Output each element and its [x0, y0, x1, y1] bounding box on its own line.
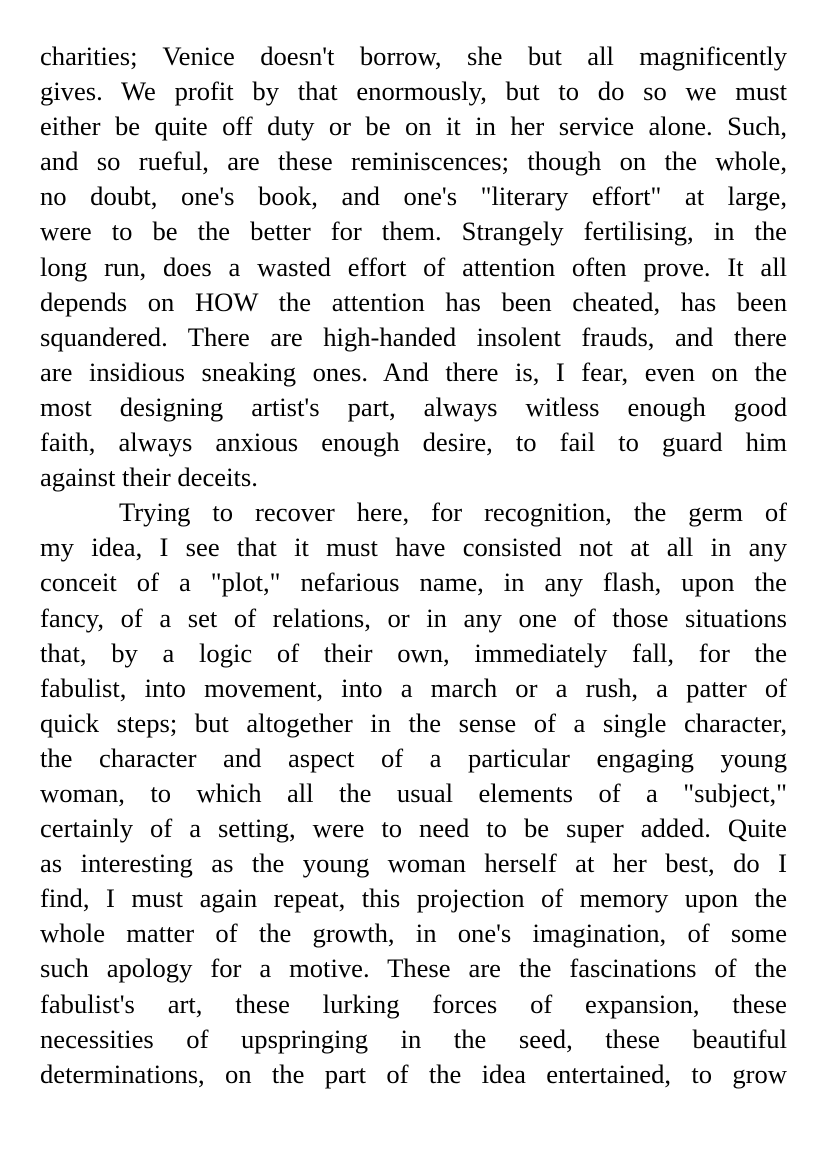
text-line: most designing artist's part, always witless enough good	[40, 391, 787, 422]
text-line: depends on HOW the attention has been cheated, has been	[40, 286, 787, 317]
text-line: squandered. There are high-handed insolent frauds, and there	[40, 321, 787, 352]
text-line: gives. We profit by that enormously, but to do so we must	[40, 76, 787, 107]
text-line: woman, to which all the usual elements of a "subject,"	[40, 777, 787, 808]
text-line: are insidious sneaking ones. And there is, I fear, even on the	[40, 356, 787, 387]
text-line: faith, always anxious enough desire, to fail to guard him	[40, 427, 787, 458]
text-line: Trying to recover here, for recognition, the germ of	[119, 497, 787, 528]
text-line: necessities of upspringing in the seed, these beautiful	[40, 1023, 787, 1054]
text-line: long run, does a wasted effort of attention often prove. It all	[40, 251, 787, 282]
text-line: against their deceits.	[40, 462, 258, 493]
paragraph-1	[40, 39, 787, 495]
text-line: either be quite off duty or be on it in her service alone. Such,	[40, 111, 787, 142]
text-line: whole matter of the growth, in one's imagination, of some	[40, 918, 787, 949]
paragraph-2	[40, 495, 787, 1092]
text-line: quick steps; but altogether in the sense of a single character,	[40, 707, 787, 738]
text-line: that, by a logic of their own, immediately fall, for the	[40, 637, 787, 668]
text-line: were to be the better for them. Strangely fertilising, in the	[40, 216, 787, 247]
text-line: the character and aspect of a particular engaging young	[40, 742, 787, 773]
text-line: as interesting as the young woman herself at her best, do I	[40, 848, 787, 879]
text-line: and so rueful, are these reminiscences; though on the whole,	[40, 146, 787, 177]
text-line: fabulist's art, these lurking forces of expansion, these	[40, 988, 787, 1019]
text-line: no doubt, one's book, and one's "literary effort" at large,	[40, 181, 787, 212]
text-line: such apology for a motive. These are the fascinations of the	[40, 953, 787, 984]
text-line: fabulist, into movement, into a march or a rush, a patter of	[40, 672, 787, 703]
document-page	[40, 39, 787, 1092]
text-line: determinations, on the part of the idea entertained, to grow	[40, 1058, 787, 1089]
text-line: fancy, of a set of relations, or in any one of those situations	[40, 602, 787, 633]
text-line: certainly of a setting, were to need to be super added. Quite	[40, 813, 787, 844]
text-line: charities; Venice doesn't borrow, she but all magnificently	[40, 41, 787, 71]
text-line: conceit of a "plot," nefarious name, in any flash, upon the	[40, 567, 787, 598]
text-line: find, I must again repeat, this projection of memory upon the	[40, 883, 787, 914]
text-line: my idea, I see that it must have consisted not at all in any	[40, 532, 787, 563]
